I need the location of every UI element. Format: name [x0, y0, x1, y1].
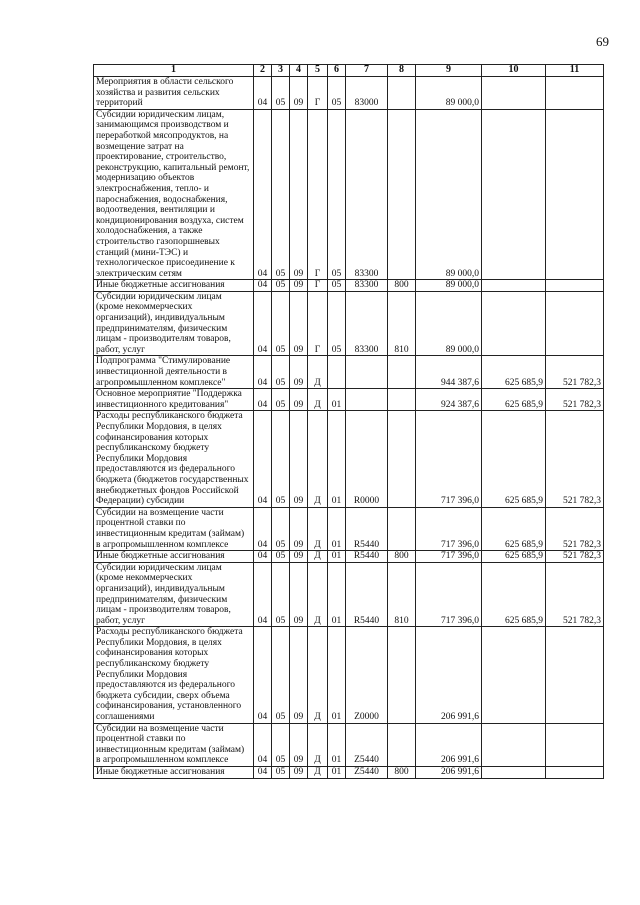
- cell-col-5: Д: [308, 551, 328, 563]
- column-header: 8: [388, 65, 416, 77]
- table-row: [94, 767, 604, 779]
- cell-col-7: Z5440: [346, 723, 388, 766]
- row-name: Субсидии на возмещение части процентной ставки по инвестиционным кредитам (займам) в агропромышленном комплексе: [94, 507, 254, 550]
- row-name: Субсидии юридическим лицам (кроме некоммерческих организаций), индивидуальным предпринимателям, физическим лицам - производителям товаров, работ, услуг: [94, 562, 254, 627]
- cell-col-7: Z0000: [346, 627, 388, 723]
- cell-col-8: [388, 627, 416, 723]
- cell-col-10: [482, 291, 546, 356]
- cell-col-10: 625 685,9: [482, 411, 546, 507]
- cell-col-6: 01: [328, 723, 346, 766]
- cell-col-8: 800: [388, 280, 416, 292]
- column-header: 10: [482, 65, 546, 77]
- table-row: [94, 77, 604, 110]
- cell-col-5: Д: [308, 627, 328, 723]
- cell-col-7: R0000: [346, 411, 388, 507]
- cell-col-3: 05: [272, 280, 290, 292]
- row-name: Субсидии на возмещение части процентной ставки по инвестиционным кредитам (займам) в агропромышленном комплексе: [94, 723, 254, 766]
- cell-col-6: 01: [328, 389, 346, 411]
- cell-col-7: 83300: [346, 280, 388, 292]
- cell-col-9: 717 396,0: [416, 507, 482, 550]
- cell-col-2: 04: [254, 411, 272, 507]
- cell-col-6: 01: [328, 627, 346, 723]
- cell-col-2: 04: [254, 280, 272, 292]
- cell-col-10: 625 685,9: [482, 389, 546, 411]
- cell-col-10: 625 685,9: [482, 551, 546, 563]
- cell-col-11: 521 782,3: [546, 411, 604, 507]
- cell-col-8: 810: [388, 562, 416, 627]
- cell-col-11: [546, 767, 604, 779]
- row-name: Иные бюджетные ассигнования: [94, 280, 254, 292]
- cell-col-4: 09: [290, 507, 308, 550]
- cell-col-11: [546, 109, 604, 280]
- cell-col-11: 521 782,3: [546, 356, 604, 389]
- cell-col-5: Г: [308, 109, 328, 280]
- table-row: [94, 389, 604, 411]
- cell-col-11: 521 782,3: [546, 389, 604, 411]
- cell-col-11: [546, 627, 604, 723]
- cell-col-2: 04: [254, 507, 272, 550]
- cell-col-11: [546, 723, 604, 766]
- cell-col-11: 521 782,3: [546, 562, 604, 627]
- cell-col-10: [482, 109, 546, 280]
- cell-col-4: 09: [290, 627, 308, 723]
- cell-col-8: 800: [388, 551, 416, 563]
- table-row: [94, 291, 604, 356]
- cell-col-10: [482, 767, 546, 779]
- cell-col-7: [346, 389, 388, 411]
- cell-col-7: R5440: [346, 507, 388, 550]
- cell-col-8: [388, 723, 416, 766]
- cell-col-9: 89 000,0: [416, 109, 482, 280]
- cell-col-3: 05: [272, 562, 290, 627]
- cell-col-3: 05: [272, 109, 290, 280]
- cell-col-11: [546, 280, 604, 292]
- header-row: [94, 65, 604, 77]
- row-name: Расходы республиканского бюджета Республики Мордовия, в целях софинансирования которых республиканскому бюджету Республики Мордовия предоставляются из федерального бюджета (бюджетов государственных внебюджетных фондов Российской Федерации) субсидии: [94, 411, 254, 507]
- cell-col-8: [388, 109, 416, 280]
- cell-col-9: 206 991,6: [416, 767, 482, 779]
- cell-col-11: 521 782,3: [546, 551, 604, 563]
- cell-col-3: 05: [272, 291, 290, 356]
- column-header: 11: [546, 65, 604, 77]
- cell-col-3: 05: [272, 411, 290, 507]
- cell-col-9: 89 000,0: [416, 280, 482, 292]
- cell-col-4: 09: [290, 551, 308, 563]
- table-row: [94, 280, 604, 292]
- cell-col-8: [388, 389, 416, 411]
- cell-col-11: 521 782,3: [546, 507, 604, 550]
- cell-col-2: 04: [254, 551, 272, 563]
- row-name: Мероприятия в области сельского хозяйства и развития сельских территорий: [94, 77, 254, 110]
- cell-col-7: [346, 356, 388, 389]
- cell-col-2: 04: [254, 77, 272, 110]
- column-header: 6: [328, 65, 346, 77]
- cell-col-3: 05: [272, 389, 290, 411]
- column-header: 5: [308, 65, 328, 77]
- table-row: [94, 723, 604, 766]
- cell-col-5: Д: [308, 723, 328, 766]
- cell-col-4: 09: [290, 280, 308, 292]
- cell-col-9: 89 000,0: [416, 77, 482, 110]
- cell-col-7: R5440: [346, 562, 388, 627]
- cell-col-7: Z5440: [346, 767, 388, 779]
- cell-col-9: 89 000,0: [416, 291, 482, 356]
- cell-col-9: 944 387,6: [416, 356, 482, 389]
- cell-col-3: 05: [272, 507, 290, 550]
- cell-col-8: 800: [388, 767, 416, 779]
- cell-col-5: Д: [308, 767, 328, 779]
- cell-col-4: 09: [290, 767, 308, 779]
- column-header: 2: [254, 65, 272, 77]
- cell-col-6: 05: [328, 280, 346, 292]
- row-name: Иные бюджетные ассигнования: [94, 551, 254, 563]
- cell-col-10: [482, 723, 546, 766]
- cell-col-9: 717 396,0: [416, 411, 482, 507]
- cell-col-10: [482, 280, 546, 292]
- cell-col-9: 717 396,0: [416, 562, 482, 627]
- cell-col-9: 924 387,6: [416, 389, 482, 411]
- cell-col-10: 625 685,9: [482, 356, 546, 389]
- table-row: [94, 562, 604, 627]
- cell-col-8: [388, 77, 416, 110]
- cell-col-6: 01: [328, 411, 346, 507]
- cell-col-5: Д: [308, 411, 328, 507]
- cell-col-2: 04: [254, 767, 272, 779]
- cell-col-4: 09: [290, 389, 308, 411]
- cell-col-2: 04: [254, 562, 272, 627]
- column-header: 4: [290, 65, 308, 77]
- cell-col-6: 01: [328, 767, 346, 779]
- table-row: [94, 109, 604, 280]
- cell-col-11: [546, 77, 604, 110]
- page-number: 69: [596, 34, 609, 49]
- cell-col-3: 05: [272, 356, 290, 389]
- budget-table: [93, 64, 604, 779]
- cell-col-4: 09: [290, 109, 308, 280]
- table-row: [94, 356, 604, 389]
- column-header: 1: [94, 65, 254, 77]
- cell-col-5: Г: [308, 291, 328, 356]
- cell-col-2: 04: [254, 389, 272, 411]
- cell-col-9: 206 991,6: [416, 723, 482, 766]
- cell-col-6: 01: [328, 562, 346, 627]
- cell-col-6: 01: [328, 507, 346, 550]
- cell-col-6: 05: [328, 77, 346, 110]
- cell-col-3: 05: [272, 723, 290, 766]
- cell-col-7: 83000: [346, 77, 388, 110]
- cell-col-10: 625 685,9: [482, 562, 546, 627]
- row-name: Субсидии юридическим лицам (кроме некоммерческих организаций), индивидуальным предпринимателям, физическим лицам - производителям товаров, работ, услуг: [94, 291, 254, 356]
- table-row: [94, 411, 604, 507]
- cell-col-10: [482, 77, 546, 110]
- table-row: [94, 507, 604, 550]
- cell-col-7: 83300: [346, 109, 388, 280]
- cell-col-10: 625 685,9: [482, 507, 546, 550]
- cell-col-5: Г: [308, 77, 328, 110]
- cell-col-7: 83300: [346, 291, 388, 356]
- cell-col-8: [388, 507, 416, 550]
- cell-col-8: [388, 411, 416, 507]
- cell-col-6: [328, 356, 346, 389]
- cell-col-3: 05: [272, 551, 290, 563]
- column-header: 7: [346, 65, 388, 77]
- cell-col-8: 810: [388, 291, 416, 356]
- cell-col-2: 04: [254, 356, 272, 389]
- row-name: Расходы республиканского бюджета Республики Мордовия, в целях софинансирования которых республиканскому бюджету Республики Мордовия предоставляются из федерального бюджета субсидии, сверх объема софинансирования, установленного соглашениями: [94, 627, 254, 723]
- row-name: Субсидии юридическим лицам, занимающимся производством и переработкой мясопродуктов, на возмещение затрат на проектирование, строительство, реконструкцию, капитальный ремонт, модернизацию объектов электроснабжения, тепло- и пароснабжения, водоснабжения, водоотведения, вентиляции и кондиционирования воздуха, систем холодоснабжения, а также строительство газопоршневых станций (мини-ТЭС) и технологическое присоединение к электрическим сетям: [94, 109, 254, 280]
- cell-col-5: Д: [308, 562, 328, 627]
- row-name: Подпрограмма "Стимулирование инвестиционной деятельности в агропромышленном комплексе": [94, 356, 254, 389]
- cell-col-9: 717 396,0: [416, 551, 482, 563]
- cell-col-8: [388, 356, 416, 389]
- cell-col-5: Д: [308, 356, 328, 389]
- cell-col-4: 09: [290, 723, 308, 766]
- row-name: Иные бюджетные ассигнования: [94, 767, 254, 779]
- cell-col-4: 09: [290, 291, 308, 356]
- cell-col-2: 04: [254, 291, 272, 356]
- cell-col-6: 01: [328, 551, 346, 563]
- cell-col-11: [546, 291, 604, 356]
- table-row: [94, 627, 604, 723]
- cell-col-4: 09: [290, 356, 308, 389]
- cell-col-4: 09: [290, 562, 308, 627]
- column-header: 3: [272, 65, 290, 77]
- cell-col-5: Д: [308, 507, 328, 550]
- cell-col-4: 09: [290, 77, 308, 110]
- row-name: Основное мероприятие "Поддержка инвестиционного кредитования": [94, 389, 254, 411]
- cell-col-6: 05: [328, 291, 346, 356]
- cell-col-5: Д: [308, 389, 328, 411]
- cell-col-9: 206 991,6: [416, 627, 482, 723]
- cell-col-3: 05: [272, 77, 290, 110]
- cell-col-2: 04: [254, 627, 272, 723]
- cell-col-3: 05: [272, 627, 290, 723]
- table-row: [94, 551, 604, 563]
- column-header: 9: [416, 65, 482, 77]
- cell-col-3: 05: [272, 767, 290, 779]
- cell-col-10: [482, 627, 546, 723]
- cell-col-5: Г: [308, 280, 328, 292]
- cell-col-7: R5440: [346, 551, 388, 563]
- cell-col-2: 04: [254, 109, 272, 280]
- cell-col-4: 09: [290, 411, 308, 507]
- cell-col-6: 05: [328, 109, 346, 280]
- cell-col-2: 04: [254, 723, 272, 766]
